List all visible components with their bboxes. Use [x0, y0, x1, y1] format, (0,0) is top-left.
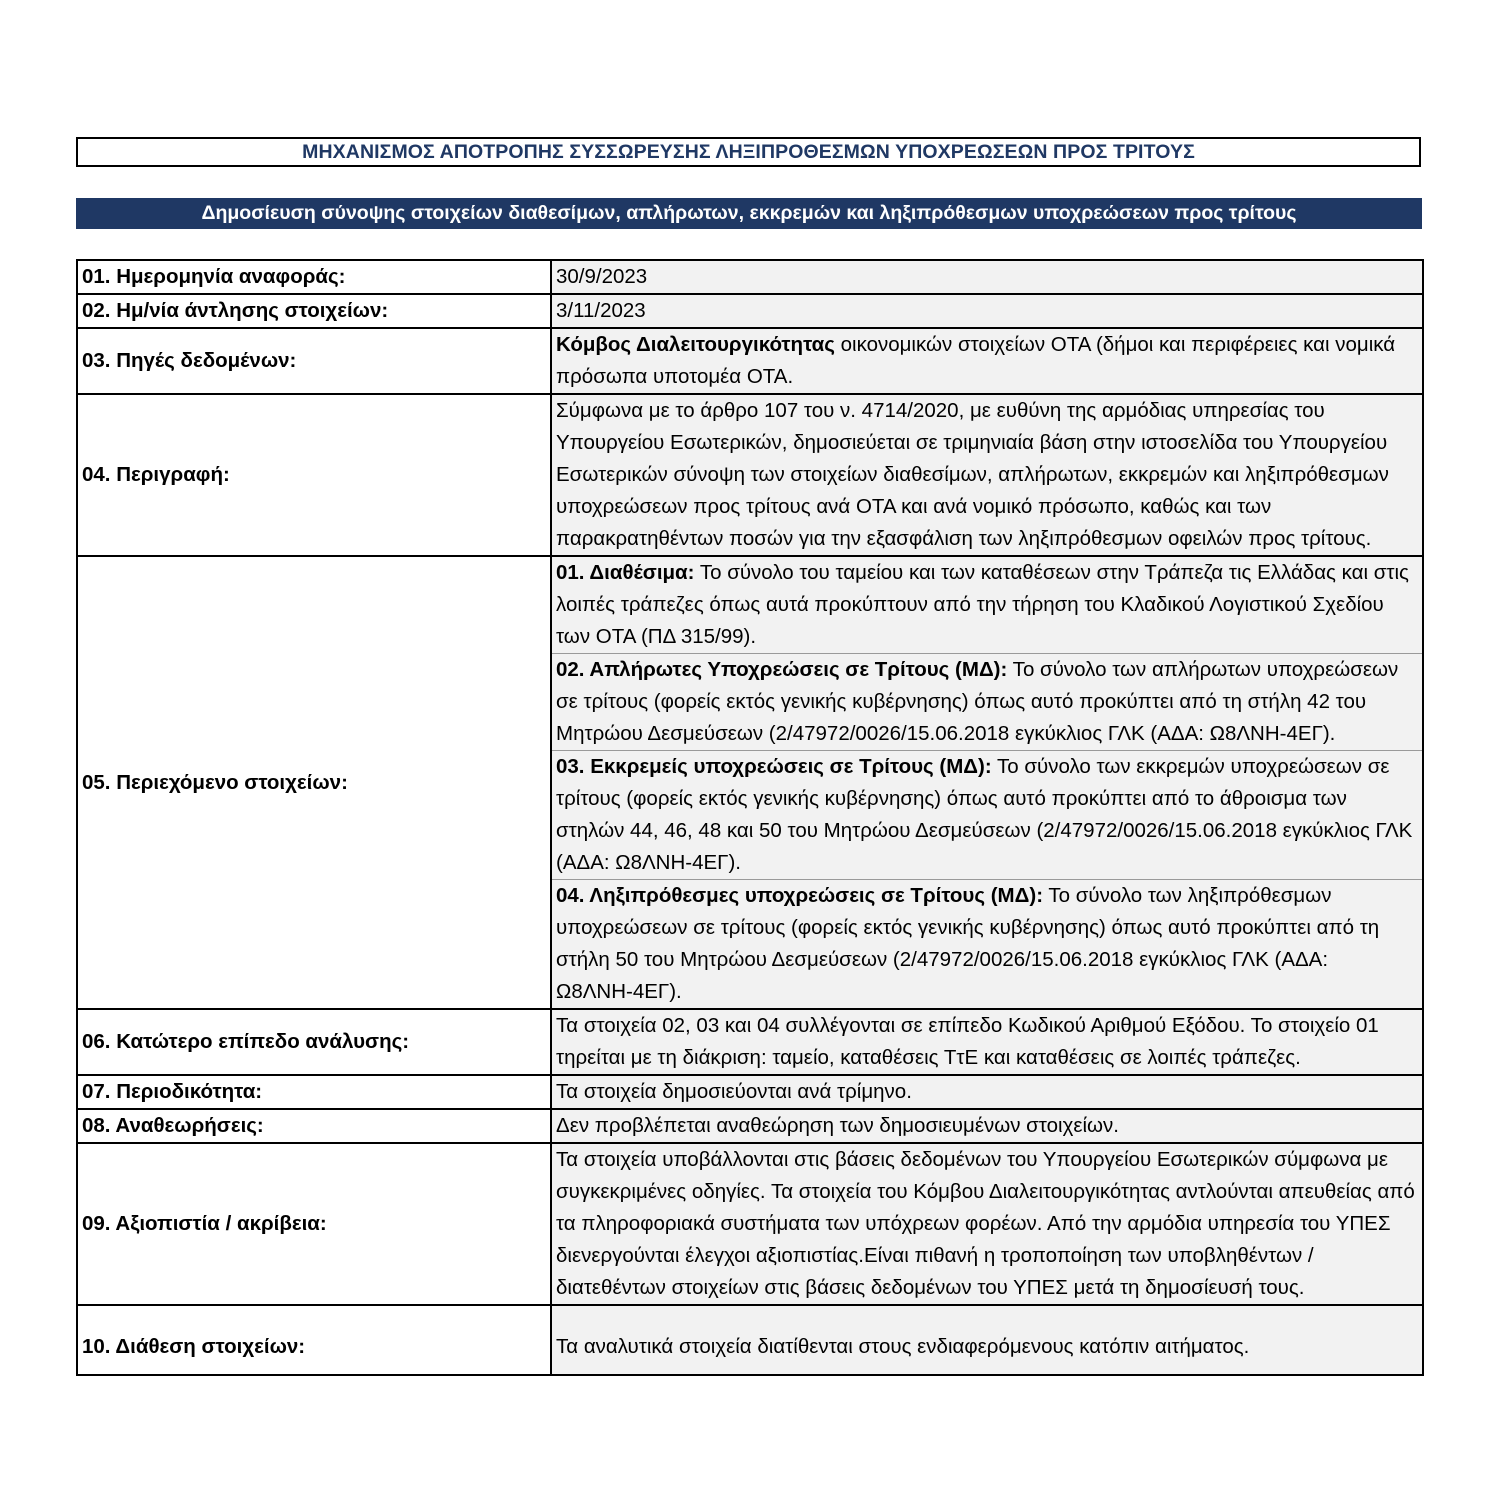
table-row — [77, 1143, 1423, 1305]
row-value — [551, 328, 1423, 394]
row-value: Τα στοιχεία υποβάλλονται στις βάσεις δεδομένων του Υπουργείου Εσωτερικών σύμφωνα με συγκεκριμένες οδηγίες. Τα στοιχεία του Κόμβου Διαλειτουργικότητας αντλούνται απευθείας από τα πληροφοριακά συστήματα των υπόχρεων φορέων. Από την αρμόδια υπηρεσία του ΥΠΕΣ διενεργούνται έλεγχοι αξιοπιστίας.Είναι πιθανή η τροποποίηση των υποβληθέντων / διατεθέντων στοιχείων στις βάσεις δεδομένων του ΥΠΕΣ μετά τη δημοσίευσή τους. — [551, 1143, 1423, 1305]
row-label: 02. Ημ/νία άντλησης στοιχείων: — [77, 294, 551, 328]
row-label: 05. Περιεχόμενο στοιχείων: — [77, 556, 551, 1009]
table-row — [77, 1109, 1423, 1143]
content-item-text: Το σύνολο των απλήρωτων υποχρεώσεων σε τρίτους (φορείς εκτός γενικής κυβέρνησης) όπως αυτό προκύπτει από τη στήλη 42 του Μητρώου Δεσμεύσεων (2/47972/0026/15.06.2018 εγκύκλιος ΓΛΚ (ΑΔΑ: Ω8ΛΝΗ-4ΕΓ). — [556, 658, 1399, 745]
row-label: 07. Περιοδικότητα: — [77, 1075, 551, 1109]
table-row — [77, 394, 1423, 556]
content-item — [552, 653, 1422, 750]
table-row — [77, 556, 1423, 1009]
content-item-title: 03. Εκκρεμείς υποχρεώσεις σε Τρίτους (ΜΔ): — [556, 755, 992, 778]
content-item-text: Το σύνολο των ληξιπρόθεσμων υποχρεώσεων σε τρίτους (φορείς εκτός γενικής κυβέρνησης) όπως αυτό προκύπτει από τη στήλη 50 του Μητρώου Δεσμεύσεων (2/47972/0026/15.06.2018 εγκύκλιος ΓΛΚ (ΑΔΑ: Ω8ΛΝΗ-4ΕΓ). — [556, 884, 1380, 1003]
row-label: 09. Αξιοπιστία / ακρίβεια: — [77, 1143, 551, 1305]
row-label: 01. Ημερομηνία αναφοράς: — [77, 260, 551, 294]
table-row — [77, 294, 1423, 328]
content-item — [552, 879, 1422, 1008]
content-item-title: 02. Απλήρωτες Υποχρεώσεις σε Τρίτους (ΜΔ): — [556, 658, 1008, 681]
row-value-bold: Κόμβος Διαλειτουργικότητας — [556, 333, 835, 356]
row-value: 30/9/2023 — [551, 260, 1423, 294]
row-value: Τα αναλυτικά στοιχεία διατίθενται στους ενδιαφερόμενους κατόπιν αιτήματος. — [551, 1305, 1423, 1375]
content-item-title: 01. Διαθέσιμα: — [556, 561, 695, 584]
document-title: ΜΗΧΑΝΙΣΜΟΣ ΑΠΟΤΡΟΠΗΣ ΣΥΣΣΩΡΕΥΣΗΣ ΛΗΞΙΠΡΟΘΕΣΜΩΝ ΥΠΟΧΡΕΩΣΕΩΝ ΠΡΟΣ ΤΡΙΤΟΥΣ — [76, 137, 1421, 167]
content-item-text: Το σύνολο του ταμείου και των καταθέσεων στην Τράπεζα τις Ελλάδας και στις λοιπές τράπεζες όπως αυτά προκύπτουν από την τήρηση του Κλαδικού Λογιστικού Σχεδίου των ΟΤΑ (ΠΔ 315/99). — [556, 561, 1409, 648]
document-subtitle: Δημοσίευση σύνοψης στοιχείων διαθεσίμων, απλήρωτων, εκκρεμών και ληξιπρόθεσμων υποχρεώσεων προς τρίτους — [76, 198, 1422, 229]
table-row — [77, 328, 1423, 394]
row-value: Τα στοιχεία 02, 03 και 04 συλλέγονται σε επίπεδο Κωδικού Αριθμού Εξόδου. Το στοιχείο 01 τηρείται με τη διάκριση: ταμείο, καταθέσεις ΤτΕ και καταθέσεις σε λοιπές τράπεζες. — [551, 1009, 1423, 1075]
row-label: 10. Διάθεση στοιχείων: — [77, 1305, 551, 1375]
row-value: 3/11/2023 — [551, 294, 1423, 328]
table-row — [77, 1075, 1423, 1109]
table-row — [77, 1305, 1423, 1375]
content-item-text: Το σύνολο των εκκρεμών υποχρεώσεων σε τρίτους (φορείς εκτός γενικής κυβέρνησης) όπως αυτό προκύπτει από το άθροισμα των στηλών 44, 46, 48 και 50 του Μητρώου Δεσμεύσεων (2/47972/0026/15.06.2018 εγκύκλιος ΓΛΚ (ΑΔΑ: Ω8ΛΝΗ-4ΕΓ). — [556, 755, 1413, 874]
content-item-title: 04. Ληξιπρόθεσμες υποχρεώσεις σε Τρίτους (ΜΔ): — [556, 884, 1044, 907]
content-item — [552, 557, 1422, 653]
row-label: 06. Κατώτερο επίπεδο ανάλυσης: — [77, 1009, 551, 1075]
row-label: 08. Αναθεωρήσεις: — [77, 1109, 551, 1143]
metadata-table — [76, 259, 1424, 1376]
row-label: 04. Περιγραφή: — [77, 394, 551, 556]
row-value: Δεν προβλέπεται αναθεώρηση των δημοσιευμένων στοιχείων. — [551, 1109, 1423, 1143]
row-value: Τα στοιχεία δημοσιεύονται ανά τρίμηνο. — [551, 1075, 1423, 1109]
row-value — [551, 556, 1423, 1009]
row-label: 03. Πηγές δεδομένων: — [77, 328, 551, 394]
content-item — [552, 750, 1422, 879]
table-row — [77, 260, 1423, 294]
row-value: Σύμφωνα με το άρθρο 107 του ν. 4714/2020, με ευθύνη της αρμόδιας υπηρεσίας του Υπουργείου Εσωτερικών, δημοσιεύεται σε τριμηνιαία βάση στην ιστοσελίδα του Υπουργείου Εσωτερικών σύνοψη των στοιχείων διαθεσίμων, απλήρωτων, εκκρεμών και ληξιπρόθεσμων υποχρεώσεων προς τρίτους ανά ΟΤΑ και ανά νομικό πρόσωπο, καθώς και των παρακρατηθέντων ποσών για την εξασφάλιση των ληξιπρόθεσμων οφειλών προς τρίτους. — [551, 394, 1423, 556]
table-row — [77, 1009, 1423, 1075]
row-value-text: οικονομικών στοιχείων ΟΤΑ (δήμοι και περιφέρειες και νομικά πρόσωπα υποτομέα ΟΤΑ. — [556, 333, 1396, 388]
